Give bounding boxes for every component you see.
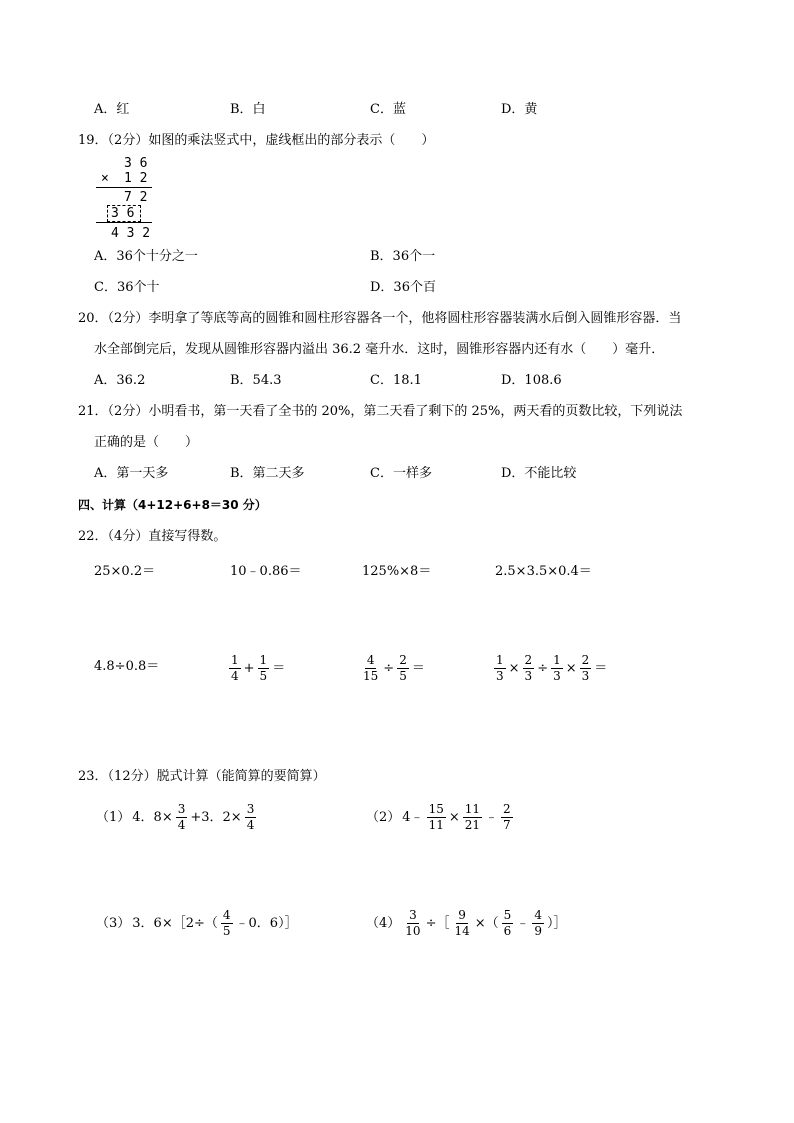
q22-expr-3: 125%×8＝ bbox=[362, 564, 432, 579]
numerator: 4 bbox=[534, 908, 542, 922]
denominator: 7 bbox=[503, 817, 511, 832]
equals-sign: ＝ bbox=[272, 660, 286, 676]
denominator: 21 bbox=[464, 817, 481, 832]
denominator: 5 bbox=[399, 668, 407, 683]
q22-expr-4: 2.5×3.5×0.4＝ bbox=[495, 564, 592, 579]
q23-part-2 bbox=[366, 803, 514, 831]
q19-option-d: D．36个百 bbox=[370, 280, 436, 295]
operator: ÷ bbox=[537, 660, 549, 676]
q21-option-a: A．第一天多 bbox=[94, 466, 169, 481]
q22-expr-5: 4.8÷0.8＝ bbox=[94, 659, 160, 674]
numerator: 1 bbox=[231, 653, 239, 667]
expression-text: 4﹣ bbox=[402, 809, 424, 825]
equals-sign: ＝ bbox=[411, 660, 425, 676]
q19-row-36: 3 6 bbox=[124, 156, 148, 171]
part-label: （2） bbox=[366, 809, 401, 825]
part-label: （4） bbox=[366, 915, 401, 931]
fraction bbox=[532, 909, 544, 937]
q20-question-line2: 水全部倒完后，发现从圆锥形容器内溢出 36.2 毫升水．这时，圆锥形容器内还有水（ ）毫升． bbox=[94, 342, 665, 357]
expression-text: ）］ bbox=[546, 915, 567, 931]
fraction bbox=[463, 803, 482, 831]
q18-option-c: C．蓝 bbox=[370, 102, 406, 117]
q19-row-12: 1 2 bbox=[124, 171, 148, 186]
fraction bbox=[523, 654, 535, 682]
q19-rule-1 bbox=[96, 187, 152, 188]
denominator: 6 bbox=[503, 923, 512, 938]
fraction bbox=[229, 654, 241, 682]
fraction bbox=[403, 909, 422, 937]
denominator: 4 bbox=[246, 817, 255, 832]
q23-question: 23．（12分）脱式计算（能简算的要简算） bbox=[78, 769, 326, 784]
expression-text: 3．6×［2÷（ bbox=[132, 915, 218, 931]
operator: ﹣ bbox=[516, 915, 530, 931]
denominator: 10 bbox=[405, 923, 421, 938]
denominator: 5 bbox=[259, 668, 268, 683]
denominator: 9 bbox=[534, 923, 542, 938]
q20-option-d: D．108.6 bbox=[501, 373, 562, 388]
numerator: 2 bbox=[399, 653, 407, 667]
numerator: 11 bbox=[464, 802, 481, 816]
denominator: 3 bbox=[496, 668, 504, 683]
fraction bbox=[427, 803, 446, 831]
q22-expr-7 bbox=[360, 654, 425, 682]
expression-text: +3．2× bbox=[190, 809, 242, 825]
q19-times-sign: × bbox=[101, 171, 109, 186]
numerator: 3 bbox=[177, 802, 186, 816]
q21-question-line2: 正确的是（ ） bbox=[94, 435, 199, 450]
numerator: 9 bbox=[458, 908, 466, 922]
q23-part-3 bbox=[96, 909, 298, 937]
denominator: 3 bbox=[581, 668, 590, 683]
q18-option-b: B．白 bbox=[230, 102, 266, 117]
q23-part-1 bbox=[96, 803, 257, 831]
expression-text: ÷［ bbox=[425, 915, 450, 931]
operator: × bbox=[508, 660, 520, 676]
numerator: 3 bbox=[409, 908, 417, 922]
q18-option-d: D．黄 bbox=[501, 102, 538, 117]
denominator: 4 bbox=[231, 668, 239, 683]
numerator: 5 bbox=[503, 908, 512, 922]
q19-row-36-shifted: 3 6 bbox=[111, 206, 135, 221]
section-4-heading: 四、计算（4+12+6+8＝30 分） bbox=[78, 498, 267, 512]
q22-expr-8 bbox=[493, 654, 607, 682]
fraction bbox=[397, 654, 409, 682]
q19-row-72: 7 2 bbox=[124, 190, 148, 205]
q20-option-c: C．18.1 bbox=[370, 373, 422, 388]
numerator: 2 bbox=[524, 653, 533, 667]
operator: × bbox=[565, 660, 577, 676]
q19-option-b: B．36个一 bbox=[370, 249, 436, 264]
denominator: 11 bbox=[428, 817, 444, 832]
expression-text: ×（ bbox=[474, 915, 499, 931]
part-label: （1） bbox=[96, 809, 131, 825]
denominator: 4 bbox=[177, 817, 186, 832]
q22-expr-2: 10﹣0.86＝ bbox=[230, 564, 302, 579]
equals-sign: ＝ bbox=[594, 660, 608, 676]
denominator: 5 bbox=[222, 923, 231, 938]
numerator: 4 bbox=[222, 908, 231, 922]
operator: ﹣ bbox=[485, 809, 499, 825]
q19-option-c: C．36个十 bbox=[94, 280, 160, 295]
q20-question-line1: 20．（2分）李明拿了等底等高的圆锥和圆柱形容器各一个，他将圆柱形容器装满水后倒入圆锥形容器．当 bbox=[78, 311, 682, 326]
fraction bbox=[176, 803, 188, 831]
q20-option-b: B．54.3 bbox=[230, 373, 282, 388]
numerator: 1 bbox=[553, 653, 561, 667]
fraction bbox=[452, 909, 471, 937]
q19-question: 19．（2分）如图的乘法竖式中，虚线框出的部分表示（ ） bbox=[78, 133, 435, 148]
fraction bbox=[361, 654, 380, 682]
expression-text: 4．8× bbox=[132, 809, 173, 825]
fraction bbox=[551, 654, 563, 682]
denominator: 14 bbox=[454, 923, 470, 938]
q22-expr-1: 25×0.2＝ bbox=[94, 564, 156, 579]
q21-option-b: B．第二天多 bbox=[230, 466, 305, 481]
numerator: 4 bbox=[366, 653, 375, 667]
fraction bbox=[502, 909, 514, 937]
operator: ÷ bbox=[383, 660, 395, 676]
expression-text: ﹣0．6）］ bbox=[235, 915, 298, 931]
q21-option-d: D．不能比较 bbox=[501, 466, 577, 481]
q18-option-a: A．红 bbox=[94, 102, 130, 117]
fraction bbox=[494, 654, 506, 682]
q23-part-4 bbox=[366, 909, 566, 937]
part-label: （3） bbox=[96, 915, 131, 931]
q19-rule-2 bbox=[96, 222, 152, 223]
fraction bbox=[245, 803, 257, 831]
numerator: 15 bbox=[428, 802, 444, 816]
q22-question: 22．（4分）直接写得数。 bbox=[78, 529, 227, 544]
fraction bbox=[221, 909, 233, 937]
denominator: 3 bbox=[524, 668, 533, 683]
q22-expr-6 bbox=[228, 654, 285, 682]
numerator: 2 bbox=[581, 653, 590, 667]
denominator: 3 bbox=[553, 668, 561, 683]
q19-row-432: 4 3 2 bbox=[111, 226, 151, 241]
numerator: 1 bbox=[496, 653, 504, 667]
numerator: 3 bbox=[246, 802, 255, 816]
q20-option-a: A．36.2 bbox=[94, 373, 146, 388]
operator: × bbox=[448, 809, 460, 825]
q21-option-c: C．一样多 bbox=[370, 466, 432, 481]
fraction bbox=[580, 654, 592, 682]
numerator: 1 bbox=[259, 653, 268, 667]
numerator: 2 bbox=[503, 802, 511, 816]
fraction bbox=[258, 654, 270, 682]
q21-question-line1: 21．（2分）小明看书，第一天看了全书的 20%，第二天看了剩下的 25%，两天看的页数比较，下列说法 bbox=[78, 404, 683, 419]
denominator: 15 bbox=[363, 668, 379, 683]
fraction bbox=[501, 803, 513, 831]
operator: + bbox=[243, 660, 255, 676]
q19-option-a: A．36个十分之一 bbox=[94, 249, 198, 264]
